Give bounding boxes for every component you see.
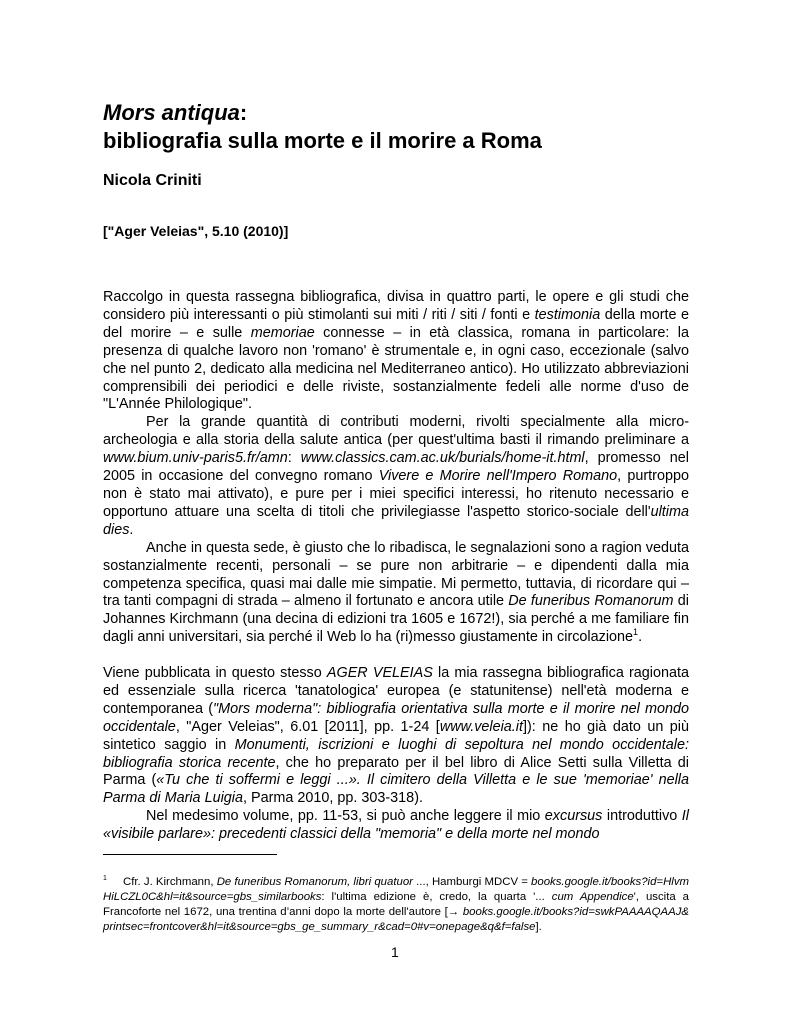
text-run: Raccolgo in questa rassegna bibliografica, divisa in quattro parti, le opere e gli studi che considero più interessanti o più stimolanti sui miti / riti / siti / fonti e: [103, 289, 689, 323]
footnote-separator: [103, 854, 277, 855]
italic-run: De funeribus Romanorum, libri quatuor: [216, 876, 413, 888]
italic-run: "Mors moderna": bibliografia orientativa sulla morte e il morire nel mondo occidentale: [103, 700, 690, 735]
text-run: connesse – in età classica, romana in particolare: la presenza di qualche lavoro non 'romano' è strumentale e, in ogni caso, eccezionale (salvo che nel punto 2, dedicato alla medicina nel Mediterraneo antico). Ho utilizzato abbreviazioni comprensibili dei periodici e delle riviste, sostanzialmente fedeli alle norme d'uso de "L'Année Philologique".: [103, 324, 689, 413]
footnote-text: $^1$ Cfr. J. Kirchmann, De funeribus Romanorum, libri quatuor ..., Hamburgi MDCV = books.google.it/books?id=HlvmHiLCZL0C&hl=it&source=gbs_similarbooks: l'ultima edizione è, credo, la quarta '... cum Appendice', uscita a Francoforte nel 1672, una trentina d’anni dopo la morte dell'autore [→ books.google.it/books?id=swkPAAAAQAAJ&printsec=frontcover&hl=it&source=gbs_ge_summary_r&cad=0#v=onepage&q&f=false].: [103, 875, 690, 933]
text-run: :: [287, 450, 301, 467]
text-run: , purtroppo non è stato mai attivato), e pure per i miei specifici interessi, ho ritenuto necessario e opportuno attuare una scelta di titoli che privilegiasse l'aspetto storico-sociale dell': [103, 468, 689, 520]
text-run: la mia rassegna bibliografica ragionata ed essenziale sulla ricerca 'tanatologica' europea (e statunitense) nell'età moderna e contemporanea (: [103, 665, 689, 717]
text-run: introduttivo: [602, 808, 682, 825]
text-run: Anche in questa sede, è giusto che lo ribadisca, le segnalazioni sono a ragion veduta sostanzialmente recenti, personali – se pure non arbitrarie – e dipendenti dalla mia competenza specifica, quasi mai dalle mie simpatie. Mi permetto, tuttavia, di ricordare qui – tra tanti compagni di strada – almeno il fortunato e ancora utile: [103, 539, 689, 610]
title-line-1: [103, 100, 247, 126]
text-run: Cfr. J. Kirchmann,: [123, 876, 217, 888]
text-run: Viene pubblicata in questo stesso: [103, 665, 327, 682]
italic-run: ultima dies: [103, 503, 689, 538]
text-run: di Johannes Kirchmann (una decina di edizioni tra 1605 e 1672!), sia perché a me familiare fin dagli anni universitari, sia perché il Web lo ha (ri)messo giustamente in circolazione: [103, 593, 689, 646]
url-classics: www.classics.cam.ac.uk/burials/home-it.html: [300, 450, 585, 467]
paragraph-3: [103, 540, 689, 647]
text-run: della morte e del morire – e sulle: [103, 306, 690, 341]
italic-run: «Tu che ti soffermi e leggi ...». Il cimitero della Villetta e le sue 'memoriae' nella Parma di Maria Luigia: [103, 772, 689, 807]
italic-run: testimonia: [534, 306, 601, 323]
citation: ["Ager Veleias", 5.10 (2010)]: [103, 223, 289, 239]
paragraph-4: [103, 665, 689, 808]
italic-run: Monumenti, iscrizioni e luoghi di sepoltura nel mondo occidentale: bibliografia storica recente: [103, 736, 689, 771]
italic-run: memoriae: [250, 324, 315, 341]
url-veleia: www.veleia.it: [439, 718, 523, 735]
text-run: .: [129, 521, 134, 538]
italic-run: Il «visibile parlare»: precedenti classici della "memoria" e della morte nel mondo: [103, 808, 689, 843]
paragraph-2: [103, 414, 689, 539]
text-run: , "Ager Veleias", 6.01 [2011], pp. 1-24 [: [175, 718, 440, 735]
footnote-1: [103, 875, 689, 935]
title-italic: Mors antiqua: [103, 100, 240, 125]
italic-run: AGER VELEIAS: [326, 665, 433, 682]
text-run: Nel medesimo volume, pp. 11-53, si può anche leggere il mio: [146, 808, 545, 825]
italic-run: excursus: [544, 808, 603, 825]
body-text: [103, 289, 689, 844]
text-run: , Parma 2010, pp. 303-318).: [242, 790, 423, 807]
paragraph-1: [103, 289, 689, 414]
text-run: ]): ne ho già dato un più sintetico saggio in: [103, 718, 689, 753]
text-run: Per la grande quantità di contributi moderni, rivolti specialmente alla micro-archeologia e alla storia della salute antica (per quest'ultima basti il rimando preliminare a: [103, 414, 689, 449]
italic-run: De funeribus Romanorum: [508, 593, 674, 610]
title-line-2: bibliografia sulla morte e il morire a Roma: [103, 128, 542, 153]
page-number: 1: [391, 944, 399, 960]
paragraph-5: [103, 808, 689, 844]
text-run: , che ho preparato per il bel libro di Alice Setti sulla Villetta di Parma (: [103, 754, 689, 789]
text-run: .: [638, 629, 643, 646]
text-run: ].: [535, 921, 542, 933]
text-run: ..., Hamburgi MDCV =: [412, 876, 532, 888]
url-google-books-1: books.google.it/books?id=HlvmHiLCZL0C&hl=it&source=gbs_similarbooks: [103, 876, 690, 903]
author-name: Nicola Criniti: [103, 172, 202, 189]
url-bium: www.bium.univ-paris5.fr/amn: [103, 450, 288, 467]
italic-run: cum Appendice: [551, 891, 634, 903]
footnote-marker: 1: [633, 627, 639, 638]
text-run: : l'ultima edizione è, credo, la quarta '...: [321, 891, 552, 903]
url-google-books-2: books.google.it/books?id=swkPAAAAQAAJ&printsec=frontcover&hl=it&source=gbs_ge_summary_r&cad=0#v=onepage&q&f=false: [103, 906, 689, 933]
text-run: , promesso nel 2005 in occasione del convegno romano: [103, 450, 689, 485]
title-colon: :: [239, 100, 248, 125]
italic-run: Vivere e Morire nell'Impero Romano: [378, 468, 618, 485]
text-run: ', uscita a Francoforte nel 1672, una trentina d’anni dopo la morte dell'autore [→: [103, 891, 690, 918]
